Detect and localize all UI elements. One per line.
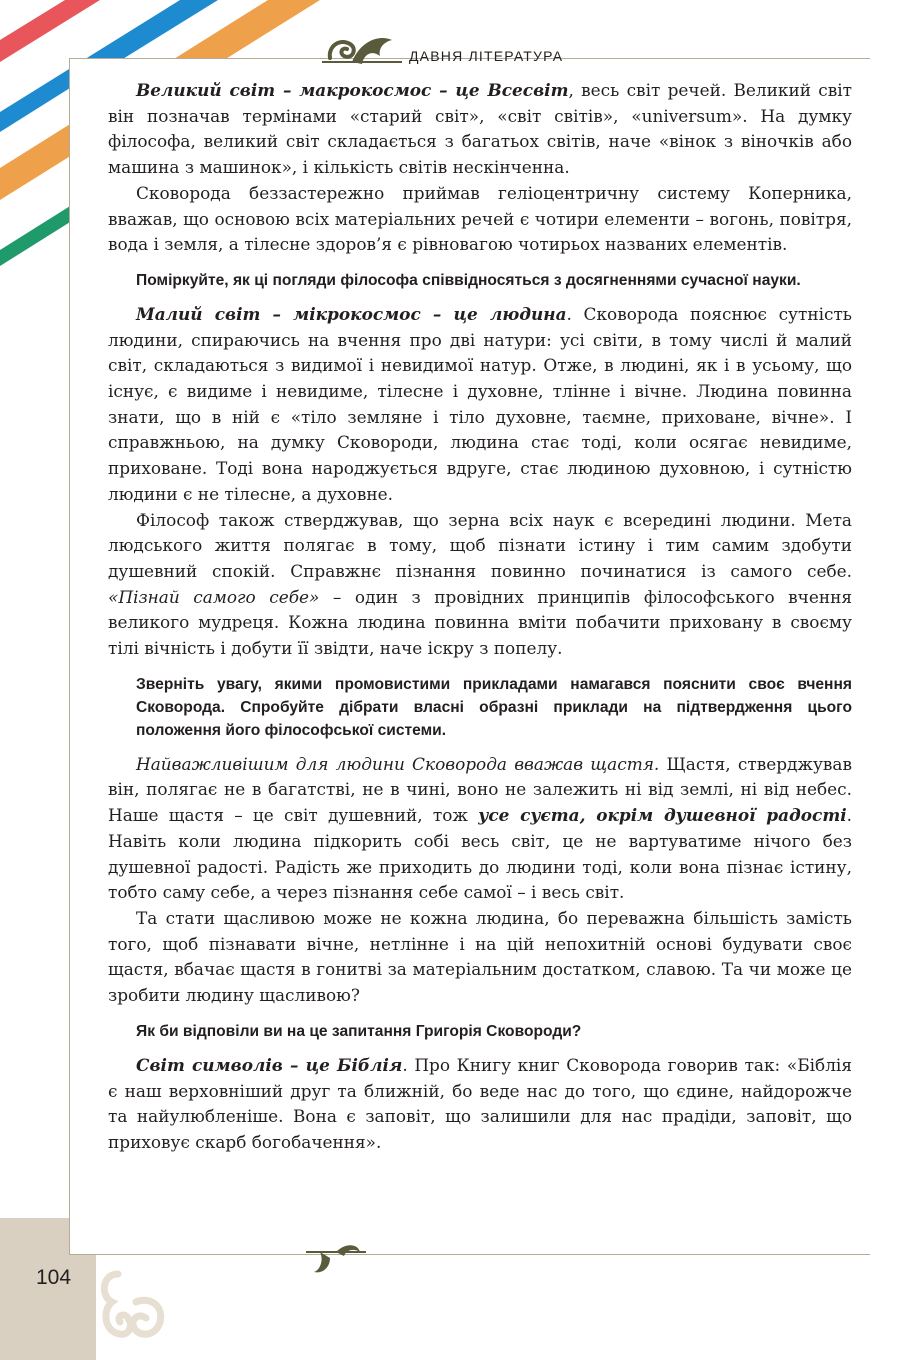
paragraph-text: . Навіть коли людина підкорить собі весь світ, це не вартуватиме нічого без душевної радості. Радість же приходить до людини тоді, коли вона пізнає істину, тобто саму себе, а через пізнання себе самої – і весь світ. bbox=[108, 805, 852, 903]
body-paragraph bbox=[108, 906, 852, 1009]
emphasis-text: «Пізнай самого себе» bbox=[108, 586, 320, 607]
paragraph-text: . Про Книгу книг Сковорода говорив так: «Біблія є наш верховніший друг та ближній, бо веде нас до того, що єдине, найдорожче та найулюбленіше. Вона є заповіт, що залишили для нас прадіди, заповіт, що приховує скарб богобачення». bbox=[108, 1054, 852, 1152]
emphasis-text: Малий світ – мікрокосмос – це людина bbox=[136, 303, 567, 324]
body-paragraph bbox=[108, 78, 852, 181]
corner-flourish-icon bbox=[98, 1266, 170, 1346]
emphasis-text: Світ символів – це Біблія bbox=[136, 1054, 403, 1075]
question-prompt: Зверніть увагу, якими промовистими прикладами намагався пояснити своє вчення Сковорода. Спробуйте дібрати власні образні приклади на підтвердження цього положення його філософської системи. bbox=[136, 675, 852, 739]
body-paragraph bbox=[108, 508, 852, 662]
page-number: 104 bbox=[36, 1266, 72, 1289]
emphasis-text: Найважливішим для людини Сковорода вважав щастя. bbox=[136, 753, 660, 774]
emphasis-text: усе суєта, окрім душевної радості bbox=[478, 805, 847, 826]
body-paragraph bbox=[108, 1053, 852, 1156]
body-paragraph bbox=[108, 181, 852, 258]
emphasis-text: Великий світ – макрокосмос – це Всесвіт bbox=[136, 80, 569, 100]
paragraph-text: Філософ також стверджував, що зерна всіх наук є всередині людини. Мета людського життя полягає в тому, щоб пізнати істину і тим самим здобути душевний спокій. Справжнє пізнання повинно починатися із самого себе. bbox=[108, 509, 852, 581]
ornament-bottom-icon bbox=[306, 1238, 366, 1282]
ornament-top-icon bbox=[322, 28, 402, 72]
question-prompt: Як би відповіли ви на це запитання Григорія Сковороди? bbox=[136, 1022, 582, 1040]
red-stripe bbox=[0, 0, 100, 62]
paragraph-text: – один з провідних принципів філософського вчення великого мудреця. Кожна людина повинна вміти побачити приховану в своєму тілі вічність і добути її звідти, наче іскру з попелу. bbox=[108, 586, 853, 659]
body-paragraph bbox=[108, 302, 852, 508]
paragraph-text: Та стати щасливою може не кожна людина, бо переважна більшість замість того, щоб пізнавати вічне, нетлінне і на цій непохитній основі будувати своє щастя, вбачає щастя в гонитві за матеріальним достатком, славою. Та чи може це зробити людину щасливою? bbox=[108, 907, 852, 1006]
paragraph-text: Сковорода беззастережно приймав геліоцентричну систему Коперника, вважав, що основою всіх матеріальних речей є чотири елементи – вогонь, повітря, вода і земля, а тілесне здоров’я є рівновагою чотирьох названих елементів. bbox=[108, 182, 852, 255]
section-label: ДАВНЯ ЛІТЕРАТУРА bbox=[409, 48, 564, 64]
paragraph-text: , весь світ речей. Великий світ він позначав термінами «старий світ», «світ світів», «universum». На думку філософа, великий світ складається з багатьох світів, наче «вінок з віночків або машина з машинок», і кількість світів нескінченна. bbox=[108, 80, 852, 178]
paragraph-text: . Сковорода пояснює сутність людини, спираючись на вчення про дві натури: усі світи, в тому числі й малий світ, складаються з видимої і невидимої натур. Отже, в людині, як і в усьому, що існує, є видиме і невидиме, тілесне і духовне, тлінне і вічне. Людина повинна знати, що в ній є «тіло земляне і тіло духовне, таємне, приховане, вічне». І справжньою, на думку Сковороди, людина стає тоді, коли осягає невидиме, приховане. Тоді вона народжується вдруге, стає людиною духовною, і сутністю людини є не тілесне, а духовне. bbox=[108, 303, 852, 504]
paragraph-text: Щастя, стверджував він, полягає не в багатстві, не в чині, воно не залежить ні від землі, ні від небес. Наше щастя – це світ душевний, тож bbox=[108, 753, 852, 826]
question-prompt: Поміркуйте, як ці погляди філософа співвідносяться з досягненнями сучасної науки. bbox=[136, 271, 801, 289]
page-content bbox=[108, 78, 852, 1156]
body-paragraph bbox=[108, 752, 852, 906]
